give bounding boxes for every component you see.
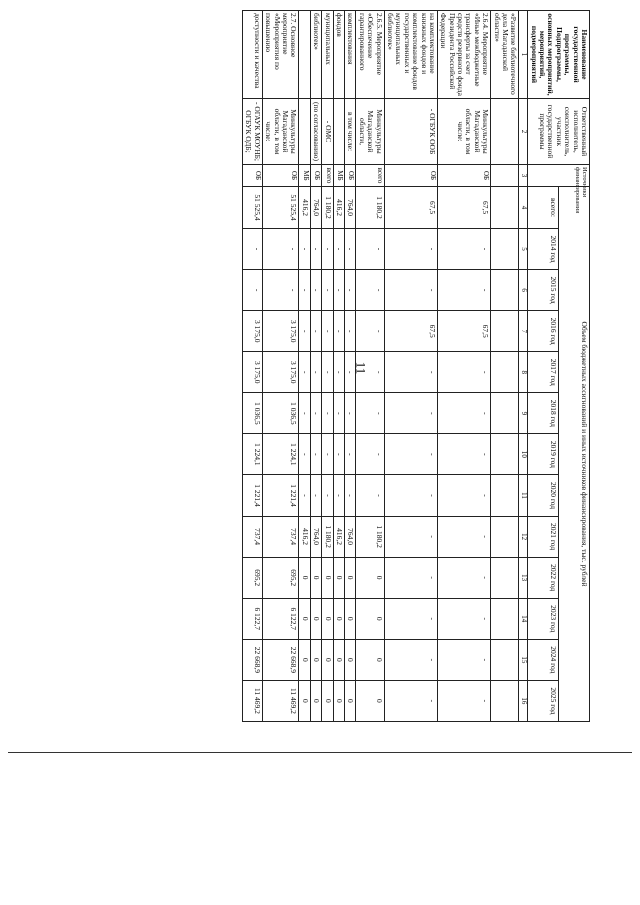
row-value: 0 [299,680,310,721]
row-value: - [437,680,490,721]
row-total: 764,0 [310,187,321,229]
table-row [384,11,437,722]
page-divider [8,752,632,753]
row-name: комплектования [345,11,356,99]
row-value: - [333,229,344,270]
row-value: 0 [299,557,310,598]
row-responsible: (по согласованию) [310,99,321,165]
row-value: - [299,311,310,352]
row-value: - [437,639,490,680]
row-total: 764,0 [345,187,356,229]
row-source: ОБ [310,165,321,187]
row-value [491,557,519,598]
header-year: 2014 год [528,229,559,270]
row-value: - [437,557,490,598]
table-row [299,11,310,722]
row-value: - [299,434,310,475]
header-year: 2017 год [528,352,559,393]
row-total: 67,5 [437,187,490,229]
row-value [491,475,519,516]
row-value: 1 224,1 [262,434,299,475]
row-value: - [356,311,384,352]
header-year: 2023 год [528,598,559,639]
column-number: 6 [519,270,528,311]
row-value: 3 175,0 [243,311,263,352]
column-number: 16 [519,680,528,721]
row-value: - [384,352,437,393]
row-value: - [243,229,263,270]
row-responsible: - ОМС [322,99,333,165]
column-number: 14 [519,598,528,639]
row-responsible: Минкультуры Магаданской области, в том числе: [262,99,299,165]
row-value [491,311,519,352]
row-value: - [333,311,344,352]
row-name [299,11,310,99]
row-value: 1 036,5 [243,393,263,434]
row-source: ОБ [437,165,490,187]
row-value: - [333,393,344,434]
funding-table-frame [60,10,590,722]
row-value: - [384,557,437,598]
row-value: - [299,270,310,311]
header-year: 2025 год [528,680,559,721]
table-row [322,11,333,722]
row-value: - [322,475,333,516]
row-value: - [299,352,310,393]
row-source: ОБ [345,165,356,187]
header-year: 2022 год [528,557,559,598]
row-value: 3 175,0 [262,311,299,352]
row-value: - [345,434,356,475]
row-value: - [345,475,356,516]
row-value: - [310,352,321,393]
row-value: - [299,475,310,516]
column-number: 2 [519,99,528,165]
row-value: - [437,393,490,434]
row-value: - [384,516,437,557]
row-name: доступности и качества [243,11,263,99]
row-responsible: - ОГБУК ООБ [384,99,437,165]
row-value: 0 [322,598,333,639]
row-value: - [345,311,356,352]
row-value: 0 [356,639,384,680]
row-value: - [333,270,344,311]
row-value: 0 [345,680,356,721]
row-value: 1 221,4 [262,475,299,516]
row-source: всего [356,165,384,187]
row-value: - [356,229,384,270]
row-value: - [356,352,384,393]
column-number: 4 [519,187,528,229]
row-value: 695,2 [262,557,299,598]
row-value: - [384,434,437,475]
row-source: ОБ [243,165,263,187]
table-row [243,11,263,722]
column-number: 1 [519,11,528,99]
row-total: 1 180,2 [356,187,384,229]
row-source: ОБ [262,165,299,187]
row-value: - [437,270,490,311]
row-value: 0 [333,557,344,598]
row-name: 2.6.4. Мероприятие «Иные межбюджетные трансферты за счет средств резервного фонда Президента Российской Федерации [437,11,490,99]
row-value: - [262,229,299,270]
row-value: 3 175,0 [262,352,299,393]
row-value [491,639,519,680]
row-value [491,434,519,475]
table-row [491,11,519,722]
header-year: 2018 год [528,393,559,434]
page-number: 11 [353,361,369,375]
header-year: 2024 год [528,639,559,680]
row-value: 67,5 [437,311,490,352]
funding-table [242,10,590,722]
row-value: - [310,475,321,516]
row-total: 416,2 [299,187,310,229]
header-year: 2019 год [528,434,559,475]
column-number: 15 [519,639,528,680]
row-value [491,393,519,434]
row-value: 0 [310,639,321,680]
row-value: - [333,352,344,393]
column-number: 12 [519,516,528,557]
row-responsible [491,99,519,165]
row-value: 6 122,7 [243,598,263,639]
row-value: - [437,434,490,475]
row-name: 2.7. Основное мероприятие «Мероприятия по повышению [262,11,299,99]
row-value: - [333,434,344,475]
row-name: «Развитие библиотечного дела Магаданской области» [491,11,519,99]
row-value [491,229,519,270]
row-value: - [322,311,333,352]
row-responsible: Минкультуры Магаданской области, [356,99,384,165]
row-name: на комплектование книжных фондов и комплектование фондов государственных и муниципальных библиотек» [384,11,437,99]
row-responsible [333,99,344,165]
row-value: 1 224,1 [243,434,263,475]
header-funding-title: Объем бюджетных ассигнований и иных источников финансирования, тыс. рублей [559,187,590,722]
row-value: - [345,393,356,434]
row-value: 0 [333,598,344,639]
row-value: - [384,270,437,311]
row-total: 1 180,2 [322,187,333,229]
row-value: 0 [310,598,321,639]
row-value: - [437,229,490,270]
row-value: 764,0 [345,516,356,557]
column-number: 8 [519,352,528,393]
row-value: - [356,270,384,311]
row-value: - [262,270,299,311]
row-value: - [322,434,333,475]
row-value: 695,2 [243,557,263,598]
row-value: 22 668,9 [262,639,299,680]
column-number: 11 [519,475,528,516]
row-value: - [345,352,356,393]
header-year: 2020 год [528,475,559,516]
row-name: 2.6.5. Мероприятие «Обеспечение гарантированного [356,11,384,99]
row-value: 737,4 [262,516,299,557]
column-number: 13 [519,557,528,598]
column-number: 9 [519,393,528,434]
row-value: - [437,352,490,393]
row-value: 416,2 [299,516,310,557]
row-value: - [310,393,321,434]
row-responsible: в том числе: [345,99,356,165]
row-value: 0 [322,680,333,721]
row-value: - [384,598,437,639]
row-value [491,598,519,639]
row-value: - [356,393,384,434]
row-value: - [345,229,356,270]
row-source: всего [322,165,333,187]
table-row [262,11,299,722]
row-value: - [310,311,321,352]
row-value: 11 469,2 [243,680,263,721]
row-value: - [322,393,333,434]
table-row [310,11,321,722]
row-value: 11 469,2 [262,680,299,721]
row-value: - [299,229,310,270]
row-value: 0 [322,639,333,680]
row-source [491,165,519,187]
row-value: - [384,229,437,270]
row-value: - [437,598,490,639]
table-row [356,11,384,722]
row-value: - [384,475,437,516]
row-value: - [356,434,384,475]
row-value: 737,4 [243,516,263,557]
table-row [333,11,344,722]
row-value: 0 [345,639,356,680]
row-value [491,516,519,557]
row-value [491,270,519,311]
row-responsible: Минкультуры Магаданской области, в том числе: [437,99,490,165]
row-name: фондов [333,11,344,99]
row-value: 416,2 [333,516,344,557]
row-value: 764,0 [310,516,321,557]
column-number: 10 [519,434,528,475]
row-value: - [333,475,344,516]
row-value [491,680,519,721]
row-value: 0 [310,680,321,721]
header-year: 2015 год [528,270,559,311]
column-number: 7 [519,311,528,352]
row-value: - [243,270,263,311]
row-value: - [310,434,321,475]
row-value: - [437,475,490,516]
row-value: - [299,393,310,434]
row-value: 67,5 [384,311,437,352]
row-total: 51 525,4 [262,187,299,229]
row-value: - [356,475,384,516]
header-program-name: Наименование государственной программы, Подпрограммы, основных мероприятий, мероприятий, подмероприятий [528,11,590,99]
row-responsible: - ОГАУК МОУНБ; ОГБУК ОДБ; [243,99,263,165]
header-year: 2016 год [528,311,559,352]
row-value: - [384,639,437,680]
row-value: - [437,516,490,557]
header-responsible: Ответственный исполнитель, соисполнитель, участник государственной программы [528,99,590,165]
row-total [491,187,519,229]
row-value: 22 668,9 [243,639,263,680]
row-value: 6 122,7 [262,598,299,639]
row-value: - [322,270,333,311]
row-value: 0 [345,598,356,639]
row-value: 0 [299,639,310,680]
row-value: 0 [356,680,384,721]
row-total: 67,5 [384,187,437,229]
row-value: - [310,229,321,270]
header-year: 2021 год [528,516,559,557]
row-responsible [299,99,310,165]
row-value: 1 036,5 [262,393,299,434]
row-source: МБ [333,165,344,187]
row-value: 0 [322,557,333,598]
row-value: - [384,680,437,721]
row-value: 0 [299,598,310,639]
row-value: - [322,229,333,270]
row-value: 1 180,2 [322,516,333,557]
column-number: 3 [519,165,528,187]
row-value: 0 [310,557,321,598]
row-value: 0 [356,557,384,598]
column-number: 5 [519,229,528,270]
row-value: 1 221,4 [243,475,263,516]
row-source: МБ [299,165,310,187]
table-row [345,11,356,722]
row-value: 3 175,0 [243,352,263,393]
table-row [437,11,490,722]
row-value: - [345,270,356,311]
header-total: всего: [528,187,559,229]
header-funding-source: Источники финансирования [528,165,590,187]
row-total: 51 525,4 [243,187,263,229]
row-value: 0 [345,557,356,598]
row-value: 0 [356,598,384,639]
row-value: - [322,352,333,393]
row-value: 0 [333,680,344,721]
row-name: муниципальных [322,11,333,99]
row-value [491,352,519,393]
row-total: 416,2 [333,187,344,229]
row-value: - [310,270,321,311]
row-name: библиотек» [310,11,321,99]
row-source: ОБ [384,165,437,187]
row-value: 0 [333,639,344,680]
row-value: - [384,393,437,434]
row-value: 1 180,2 [356,516,384,557]
